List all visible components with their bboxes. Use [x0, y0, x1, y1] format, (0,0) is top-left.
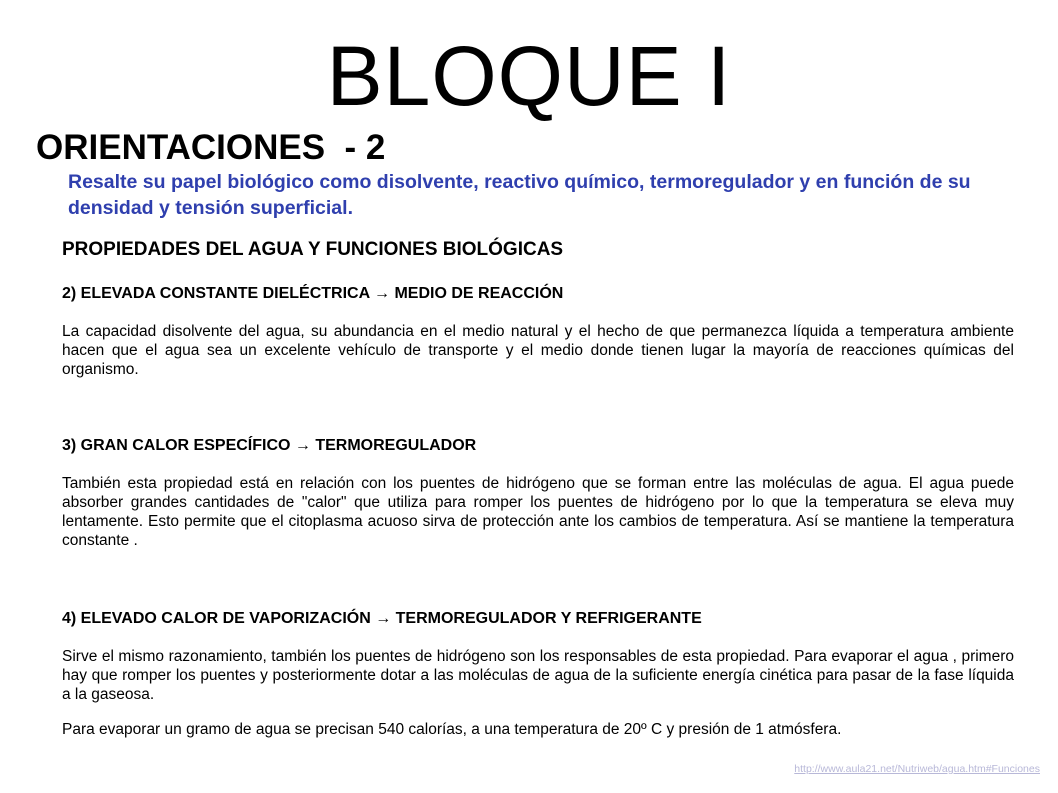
guidance-text: Resalte su papel biológico como disolvente, reactivo químico, termoregulador y en función de su densidad y tensión superficial. — [68, 171, 971, 219]
property-3-text: También esta propiedad está en relación con los puentes de hidrógeno que se forman entre las moléculas de agua. El agua puede absorber grandes cantidades de "calor" que utiliza para romper los puentes de hidrógeno por lo que la temperatura se eleva muy lentamente. Esto permite que el citoplasma acuoso sirva de protección ante los cambios de temperatura. Así se mantiene la temperatura constante . — [62, 475, 1014, 549]
property-4-title: 4) ELEVADO CALOR DE VAPORIZACIÓN → TERMOREGULADOR Y REFRIGERANTE — [62, 610, 702, 627]
property-2-text: La capacidad disolvente del agua, su abundancia en el medio natural y el hecho de que permanezca líquida a temperatura ambiente hacen que el agua sea un excelente vehículo de transporte y el medio donde tienen lugar la mayoría de reacciones químicas del organismo. — [62, 323, 1014, 378]
source-link[interactable]: http://www.aula21.net/Nutriweb/agua.htm#Funciones — [794, 763, 1040, 775]
property-2-title: 2) ELEVADA CONSTANTE DIELÉCTRICA → MEDIO DE REACCIÓN — [62, 285, 564, 302]
property-3-title: 3) GRAN CALOR ESPECÍFICO → TERMOREGULADOR — [62, 437, 477, 454]
section-heading: PROPIEDADES DEL AGUA Y FUNCIONES BIOLÓGICAS — [62, 239, 564, 260]
property-4-extra-text: Para evaporar un gramo de agua se precisan 540 calorías, a una temperatura de 20º C y presión de 1 atmósfera. — [62, 721, 842, 738]
property-4-text: Sirve el mismo razonamiento, también los puentes de hidrógeno son los responsables de esta propiedad. Para evaporar el agua , primero hay que romper los puentes y posteriormente dotar a las moléculas de agua de la suficiente energía cinética para pasar de la fase líquida a la gaseosa. — [62, 648, 1014, 703]
slide-title: BLOQUE I — [326, 29, 732, 123]
slide-subtitle: ORIENTACIONES - 2 — [36, 128, 386, 167]
